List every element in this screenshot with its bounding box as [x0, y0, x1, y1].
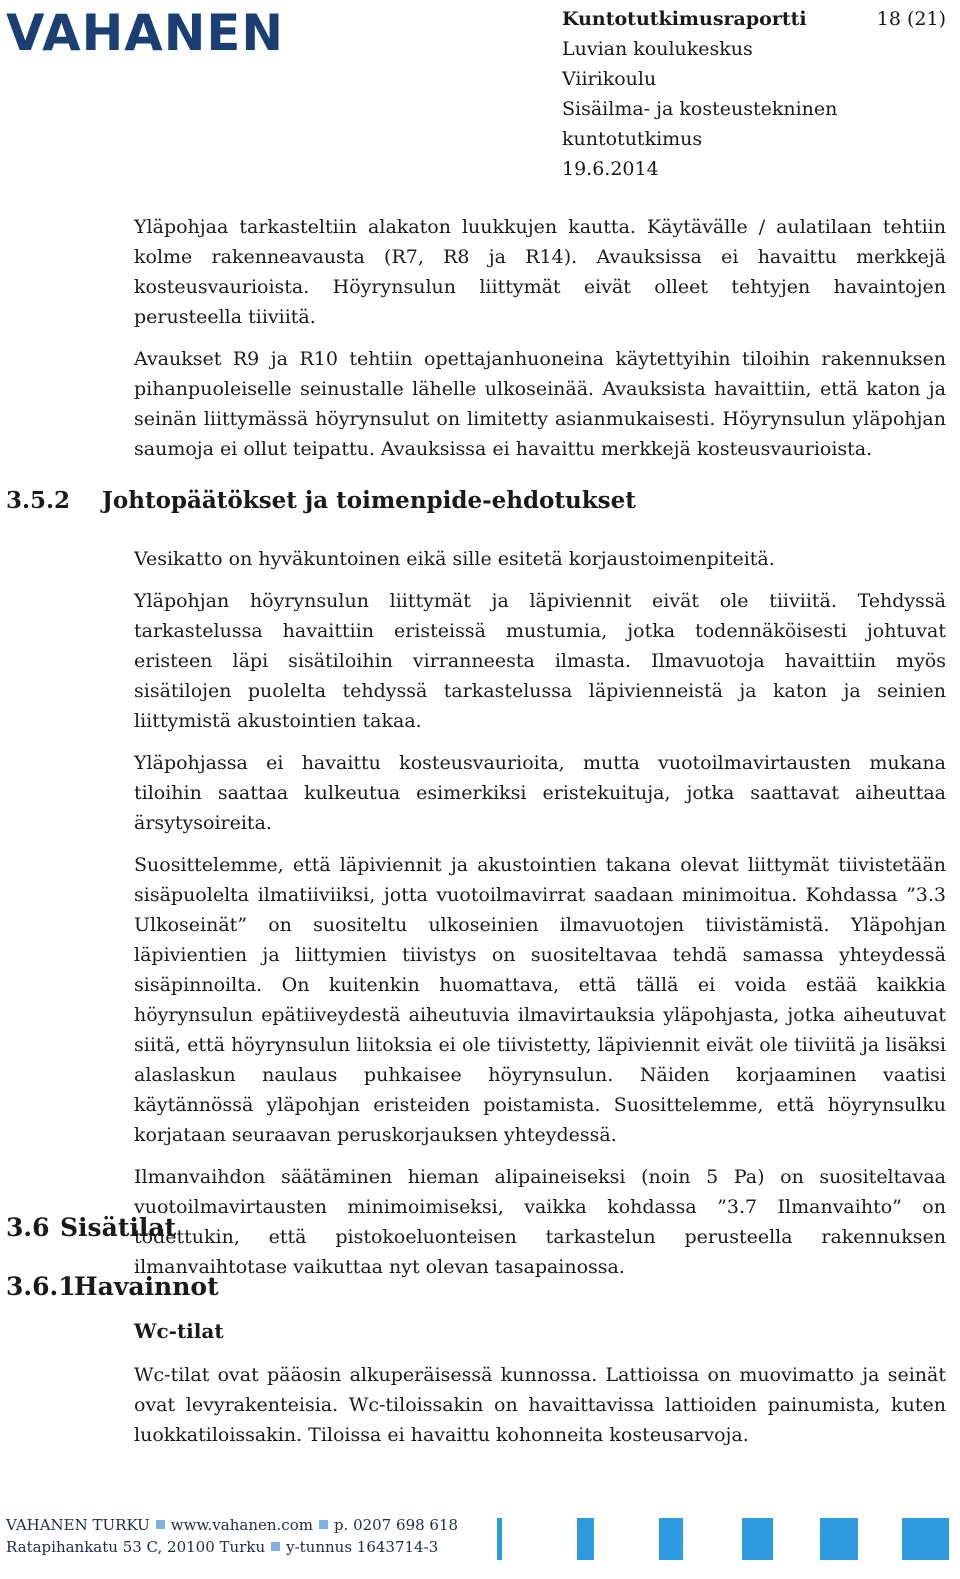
heading-3-6	[6, 1213, 176, 1242]
header-line: kuntotutkimus	[562, 128, 703, 150]
header-line: Sisäilma- ja kosteustekninen	[562, 98, 838, 120]
decor-bar	[659, 1518, 683, 1560]
decor-bar	[577, 1518, 594, 1560]
paragraph: Yläpohjan höyrynsulun liittymät ja läpiviennit eivät ole tiiviitä. Tehdyssä tarkastelussa havaittiin eristeissä mustumia, jotka todennäköisesti johtuvat eristeen läpi sisätiloihin virranneesta ilmasta. Ilmavuotoja havaittiin myös sisätilojen puolelta tehdyssä tarkastelussa läpivienneistä ja katon ja seinien liittymistä akustointien takaa.	[134, 590, 946, 732]
heading-3-5-2	[6, 487, 636, 514]
footer-line-1	[6, 1514, 458, 1536]
section-title: Havainnot	[74, 1272, 219, 1301]
decor-bar	[497, 1518, 502, 1560]
phone-number: p. 0207 698 618	[333, 1516, 459, 1534]
footer-line-2	[6, 1536, 458, 1558]
report-title: Kuntotutkimusraportti	[562, 8, 807, 30]
vahanen-logo	[6, 2, 286, 56]
paragraph: Yläpohjaa tarkasteltiin alakaton luukkujen kautta. Käytävälle / aulatilaan tehtiin kolme rakenneavausta (R7, R8 ja R14). Avauksissa ei havaittu merkkejä kosteusvaurioista. Höyrynsulun liittymät eivät olleet tehtyjen havaintojen perusteella tiiviitä.	[134, 216, 946, 328]
address: Ratapihankatu 53 C, 20100 Turku	[6, 1538, 266, 1556]
company-name: VAHANEN TURKU	[6, 1516, 150, 1534]
section-number: 3.6	[6, 1213, 50, 1242]
svg-text:VAHANEN: VAHANEN	[6, 4, 284, 56]
square-bullet-icon	[319, 1520, 328, 1529]
decor-bar	[820, 1518, 858, 1560]
section-title: Johtopäätökset ja toimenpide-ehdotukset	[102, 487, 636, 514]
paragraph: Vesikatto on hyväkuntoinen eikä sille esitetä korjaustoimenpiteitä.	[134, 548, 775, 570]
paragraph: Yläpohjassa ei havaittu kosteusvaurioita, mutta vuotoilmavirtausten mukana tiloihin saattaa kulkeutua esimerkiksi eristekuituja, jotka saattavat aiheuttaa ärsytysoireita.	[134, 752, 946, 834]
section-title: Sisätilat	[60, 1213, 177, 1242]
report-date: 19.6.2014	[562, 158, 659, 180]
page-footer	[6, 1514, 458, 1558]
website-link[interactable]: www.vahanen.com	[170, 1516, 313, 1534]
paragraph: Suosittelemme, että läpiviennit ja akustointien takana olevat liittymät tiivistetään sisäpuolelta ilmatiiviiksi, jotta vuotoilmavirrat saadaan minimoitua. Kohdassa ”3.3 Ulkoseinät” on suositeltu ulkoseinien ilmavuotojen tiivistämistä. Yläpohjan läpivientien ja liittymien tiivistys on suositeltavaa tehdä samassa yhteydessä sisäpinnoilta. On kuitenkin huomattava, että tällä ei voida estää kaikkia höyrynsulun epätiiveydestä aiheutuvia ilmavirtauksia yläpohjasta, jotka aiheutuvat siitä, että höyrynsulun liitoksia ei ole tiivistetty, läpiviennit eivät ole tiiviitä ja lisäksi alaslaskun naulaus puhkaisee höyrynsulun. Näiden korjaaminen vaatisi käytännössä yläpohjan eristeiden poistamista. Suosittelemme, että höyrynsulku korjataan seuraavan peruskorjauksen yhteydessä.	[134, 854, 946, 1146]
section-number: 3.6.1	[6, 1272, 76, 1301]
intro-text	[134, 212, 946, 476]
header-line: Luvian koulukeskus	[562, 38, 753, 60]
decor-bar	[902, 1518, 949, 1560]
observations-text	[134, 1360, 946, 1462]
section-number: 3.5.2	[6, 487, 71, 514]
header-line: Viirikoulu	[562, 68, 657, 90]
business-id: y-tunnus 1643714-3	[286, 1538, 439, 1556]
paragraph: Wc-tilat ovat pääosin alkuperäisessä kunnossa. Lattioissa on muovimatto ja seinät ovat levyrakenteisia. Wc-tiloissakin on havaittavissa lattioiden painumista, kuten luokkatiloissakin. Tiloissa ei havaittu kohonneita kosteusarvoja.	[134, 1364, 946, 1446]
square-bullet-icon	[271, 1542, 280, 1551]
heading-3-6-1	[6, 1272, 219, 1301]
footer-decoration-bars	[497, 1518, 949, 1560]
page-number: 18 (21)	[876, 8, 946, 30]
decor-bar	[742, 1518, 773, 1560]
paragraph: Ilmanvaihdon säätäminen hieman alipaineiseksi (noin 5 Pa) on suositeltavaa vuotoilmavirtausten minimoimiseksi, vaikka kohdassa ”3.7 Ilmanvaihto” on todettukin, että pistokoeluonteisen tarkastelun perusteella rakennuksen ilmanvaihtotase vaikuttaa nyt olevan tasapainossa.	[134, 1166, 946, 1278]
square-bullet-icon	[156, 1520, 165, 1529]
subheading-wc-tilat: Wc-tilat	[134, 1319, 224, 1343]
conclusions-text	[134, 544, 946, 1294]
paragraph: Avaukset R9 ja R10 tehtiin opettajanhuoneina käytettyihin tiloihin rakennuksen pihanpuoleiselle seinustalle lähelle ulkoseinää. Avauksista havaittiin, että katon ja seinän liittymässä höyrynsulut on limitetty asianmukaisesti. Höyrynsulun yläpohjan saumoja ei ollut teipattu. Avauksissa ei havaittu merkkejä kosteusvaurioista.	[134, 348, 946, 460]
